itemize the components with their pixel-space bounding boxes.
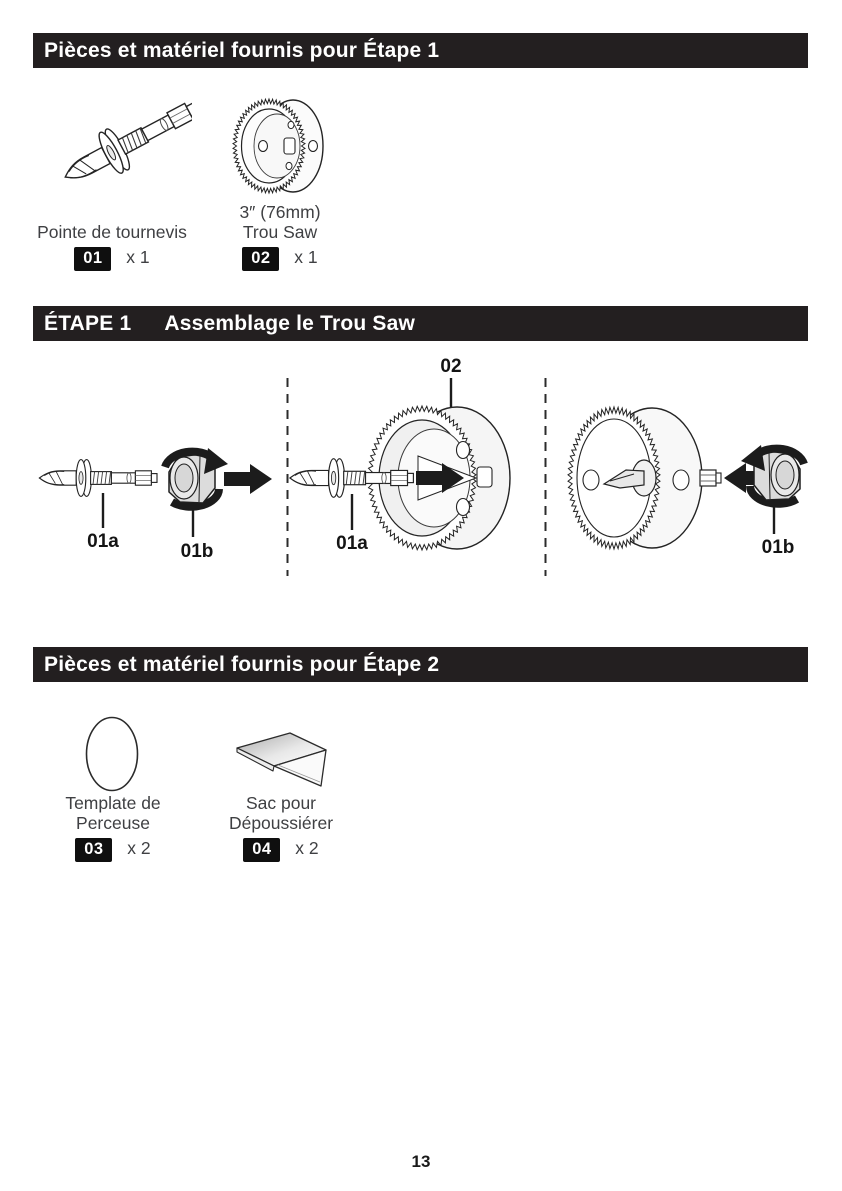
panel3-tighten-nut	[568, 407, 804, 558]
assembly-diagram	[30, 350, 812, 590]
part-qty-row	[200, 247, 360, 271]
label-01a: 01a	[336, 533, 368, 554]
step-label: ÉTAPE 1	[44, 312, 132, 335]
part-qty: x 1	[126, 247, 150, 267]
section-header-step2-parts	[33, 647, 808, 682]
part-name: Pointe de tournevis	[37, 222, 187, 242]
label-02: 02	[440, 356, 462, 377]
part-number-badge: 02	[242, 247, 279, 271]
section-header-step1-parts	[33, 33, 808, 68]
part-card-02	[200, 90, 360, 271]
drill-template-oval-icon	[33, 700, 193, 793]
part-card-03	[33, 700, 193, 862]
part-qty-row	[200, 838, 362, 862]
page-number: 13	[411, 1152, 431, 1171]
part-qty-row	[32, 247, 192, 271]
part-qty: x 1	[294, 247, 318, 267]
part-card-04	[200, 700, 362, 862]
hole-saw-icon	[200, 90, 360, 202]
dust-bag-icon	[200, 700, 362, 793]
step-title: Assemblage le Trou Saw	[164, 312, 416, 335]
part-qty-row	[33, 838, 193, 862]
arrow-right-icon	[224, 464, 272, 494]
part-number-badge: 04	[243, 838, 280, 862]
label-01a: 01a	[87, 531, 119, 552]
part-number-badge: 01	[74, 247, 111, 271]
part-name: 3″ (76mm) Trou Saw	[239, 202, 321, 242]
part-qty: x 2	[127, 838, 151, 858]
part-name: Template de Perceuse	[65, 793, 161, 833]
part-qty: x 2	[295, 838, 319, 858]
part-number-badge: 03	[75, 838, 112, 862]
section-title: Pièces et matériel fournis pour Étape 1	[44, 39, 440, 62]
section-title: Pièces et matériel fournis pour Étape 2	[44, 653, 440, 676]
panel1-drill-arbor	[39, 448, 272, 562]
step1-header	[33, 306, 808, 341]
part-name: Sac pour Dépoussiérer	[228, 793, 334, 833]
label-01b: 01b	[180, 541, 214, 562]
label-01b: 01b	[761, 537, 795, 558]
panel2-insert-into-saw	[290, 356, 510, 554]
drill-bit-arbor-icon	[32, 90, 192, 202]
part-card-01	[32, 90, 192, 271]
